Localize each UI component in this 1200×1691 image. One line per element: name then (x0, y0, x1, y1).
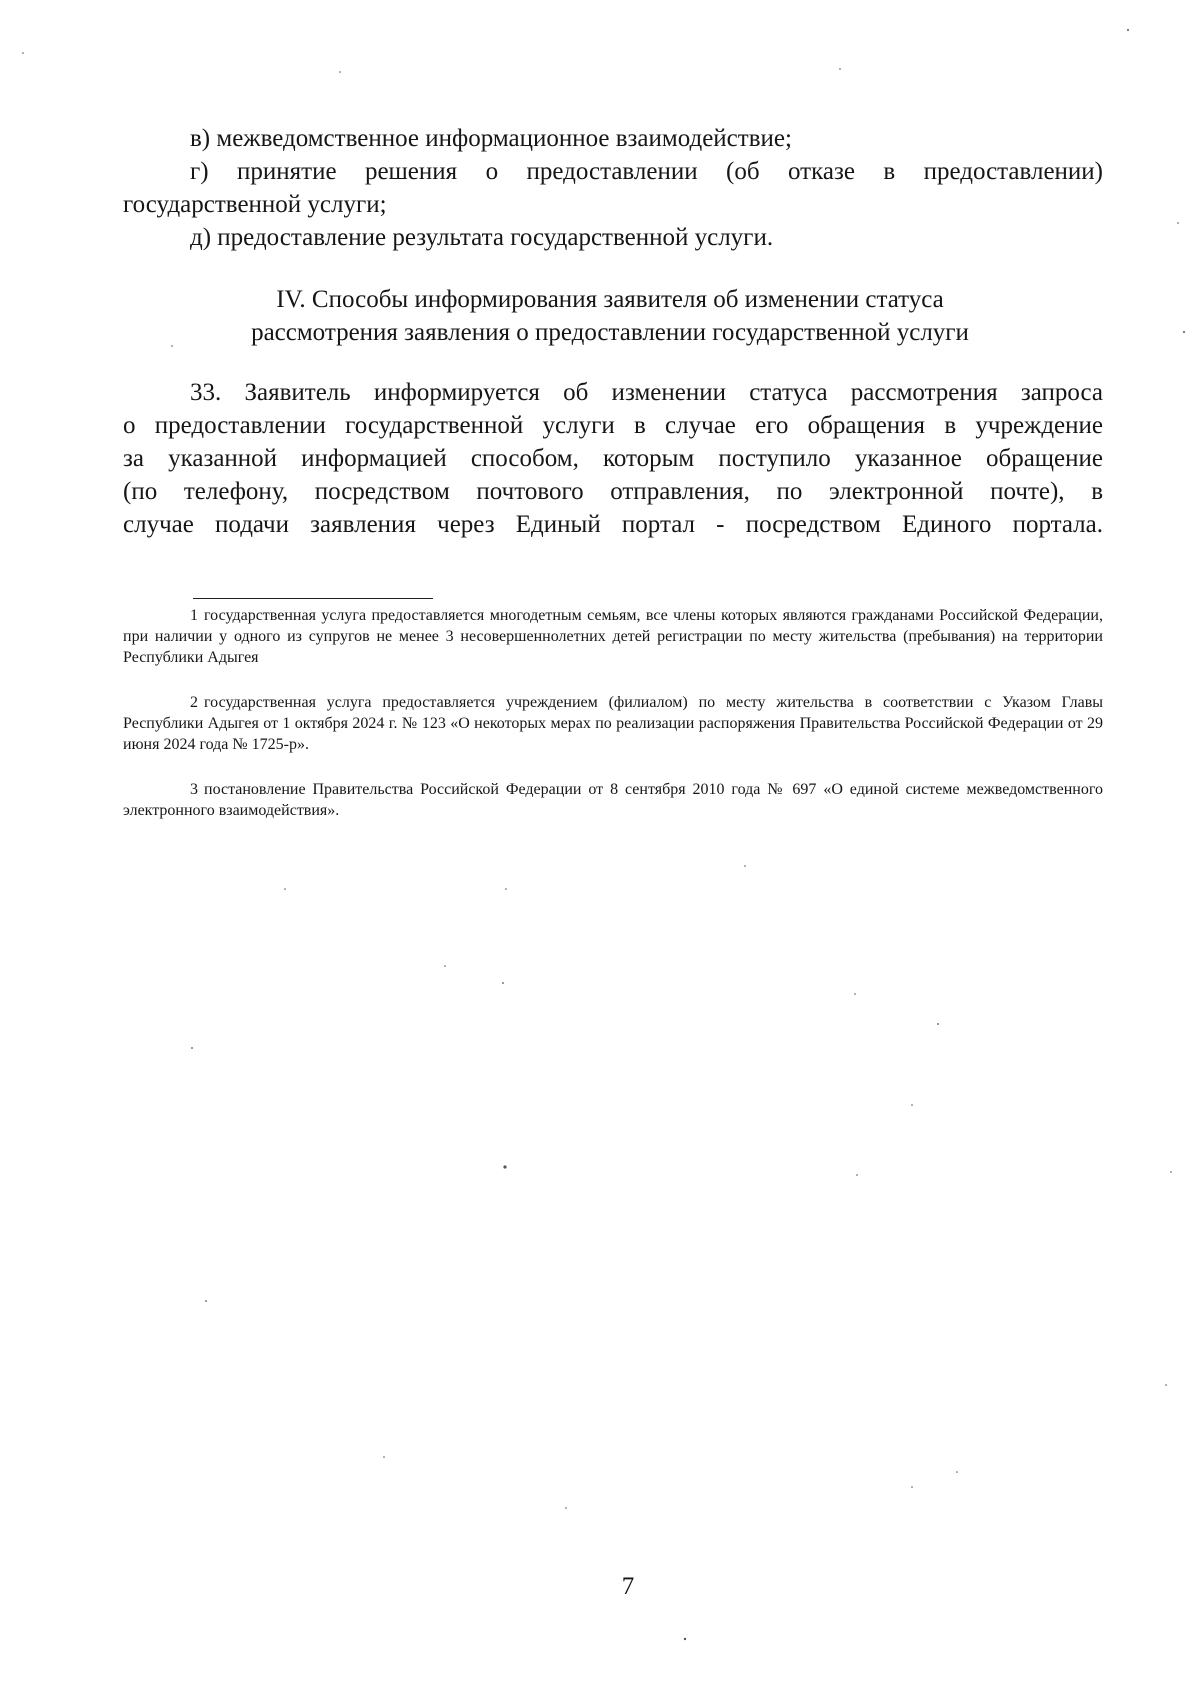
section-heading-line-2: рассмотрения заявления о предоставлении государственной услуги (251, 319, 969, 346)
footnote-separator (193, 598, 433, 599)
paragraph-line: о предоставлении государственной услуги в случае его обращения в учреждение (123, 412, 1103, 439)
list-item-g: г) принятие решения о предоставлении (об отказе в предоставлении) государственной услуги; (123, 158, 1103, 218)
footnote-1 (123, 605, 1103, 668)
paragraph-line: 33. Заявитель информируется об изменении статуса рассмотрения запроса (190, 379, 1103, 406)
footnote-text: государственная услуга предоставляется учреждением (филиалом) по месту жительства в соответствии с Указом Главы Республики Адыгея от 1 октября 2024 г. № 123 «О некоторых мерах по реализации распоряжения Правительства Российской Федерации от 29 июня 2024 года № 1725-р». (123, 694, 1103, 753)
list-item-d: д) предоставление результата государственной услуги. (190, 224, 774, 251)
paragraph-line: случае подачи заявления через Единый портал - посредством Единого портала. (123, 511, 1103, 538)
footnote-number: 1 (190, 607, 198, 624)
page-number: 7 (621, 1573, 635, 1600)
footnote-2 (123, 692, 1103, 755)
footnotes (123, 605, 1103, 845)
footnote-text: постановление Правительства Российской Федерации от 8 сентября 2010 года № 697 «О единой системе межведомственного электронного взаимодействия». (123, 781, 1103, 819)
paragraph-line: (по телефону, посредством почтового отправления, по электронной почте), в (123, 478, 1103, 505)
paragraph-33 (123, 376, 1103, 541)
section-heading-line-1: IV. Способы информирования заявителя об изменении статуса (276, 286, 944, 313)
footnote-text: государственная услуга предоставляется многодетным семьям, все члены которых являются гражданами Российской Федерации, при наличии у одного из супругов не менее 3 несовершеннолетних детей регистрации по месту жительства (пребывания) на территории Республики Адыгея (123, 607, 1103, 666)
footnote-number: 2 (190, 694, 198, 711)
procedure-list (123, 122, 1103, 254)
list-item-v: в) межведомственное информационное взаимодействие; (190, 125, 792, 152)
footnote-number: 3 (190, 781, 198, 798)
paragraph-line: за указанной информацией способом, которым поступило указанное обращение (123, 445, 1103, 472)
footnote-3 (123, 779, 1103, 821)
section-heading (180, 283, 1040, 349)
